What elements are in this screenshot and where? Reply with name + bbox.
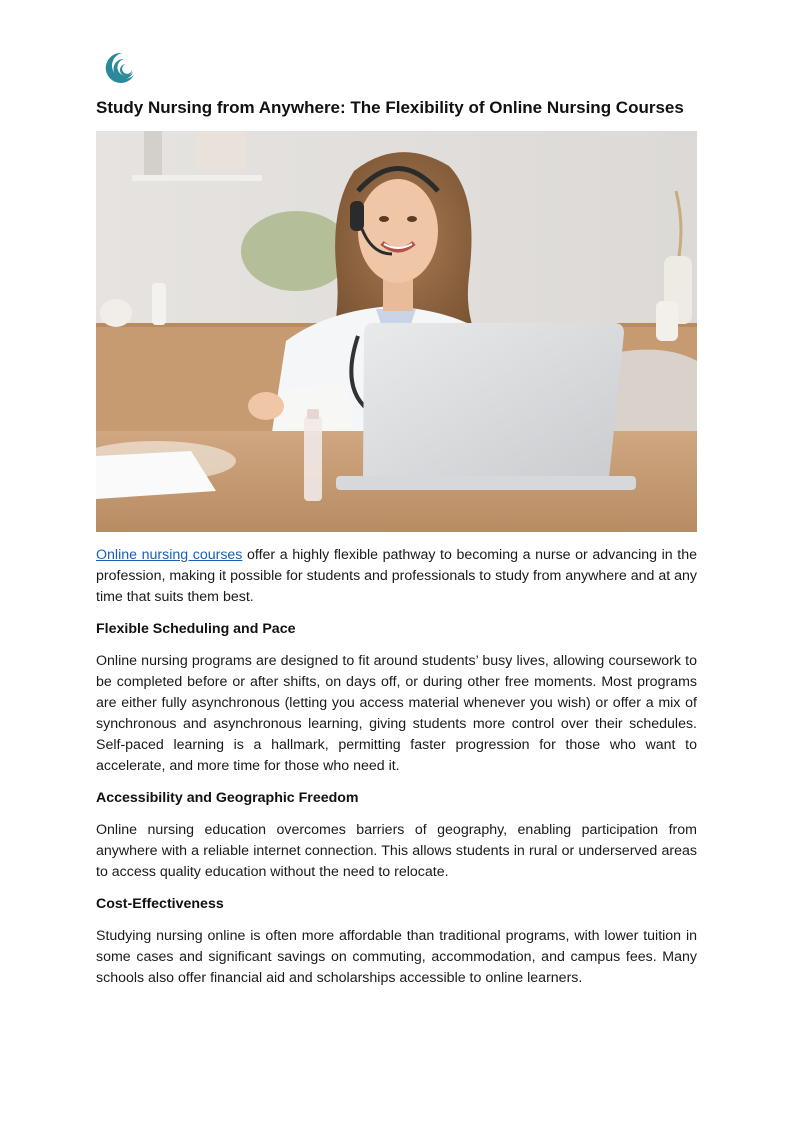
section-body-cost-effectiveness: Studying nursing online is often more affordable than traditional programs, with lower tuition in some cases and significant savings on commuting, accommodation, and campus fees. Many schools also offer financial aid and scholarships accessible to online learners. [96,928,697,986]
section-heading-flexible-scheduling: Flexible Scheduling and Pace [96,621,296,637]
article-body [96,545,697,1000]
intro-text: offer a highly flexible pathway to becoming a nurse or advancing in the profession, making it possible for students and professionals to study from anywhere and at any time that suits them best. [96,547,697,605]
online-nursing-courses-link[interactable]: Online nursing courses [96,547,243,563]
section-body-accessibility: Online nursing education overcomes barriers of geography, enabling participation from anywhere with a reliable internet connection. This allows students in rural or underserved areas to access quality education without the need to relocate. [96,822,697,880]
intro-paragraph [96,545,697,608]
section-body-flexible-scheduling: Online nursing programs are designed to fit around students’ busy lives, allowing coursework to be completed before or after shifts, on days off, or during other free moments. Most programs are either fully asynchronous (letting you access material whenever you wish) or offer a mix of synchronous and asynchronous learning, giving students more control over their schedules. Self-paced learning is a hallmark, permitting faster progression for those who want to accelerate, and more time for those who need it. [96,653,697,774]
crescent-wave-logo-icon [100,50,136,86]
section-heading-accessibility: Accessibility and Geographic Freedom [96,790,359,806]
section-heading-cost-effectiveness: Cost-Effectiveness [96,896,224,912]
page-title: Study Nursing from Anywhere: The Flexibility of Online Nursing Courses [96,98,684,117]
nurse-with-headset-at-laptop-photo [96,131,697,532]
